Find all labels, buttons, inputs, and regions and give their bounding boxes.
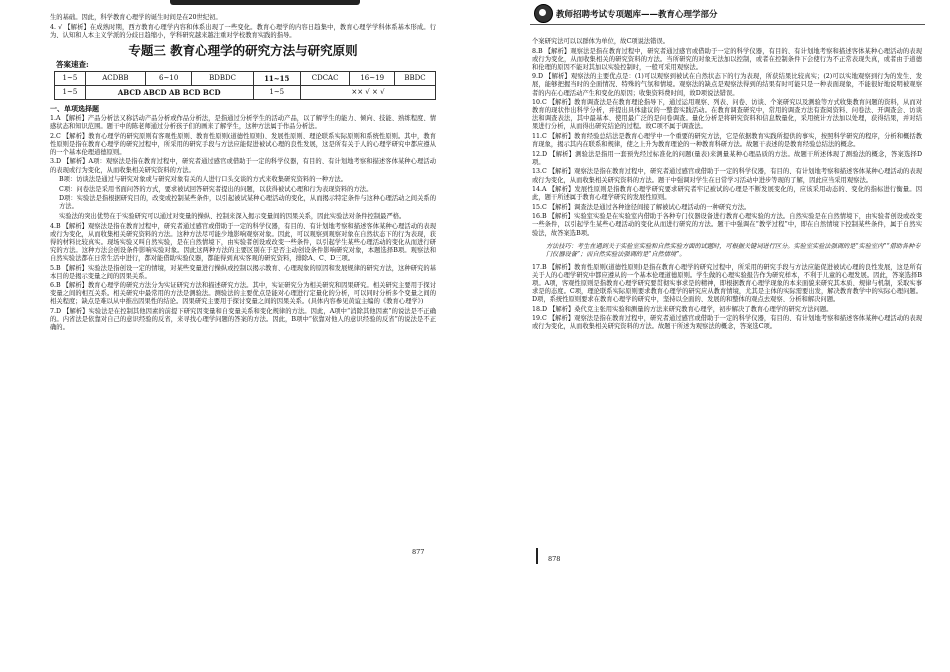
answer-explanation: 4.B 【解析】观察法是指在教育过程中，研究者通过感官或借助于一定的科学仪器，有目的、有计划地考察和描述客体某种心理活动的表现或行为变化，从而收集相关研究资料的方法。这种方法尽可能少地影响观察对象。因此，可以观察到观察对象在自然状态下的行为表现，获得的材料比较真实。现场实验又叫自然实验，是在自然情境下，由实验者创设或改变一些条件，以引起学生某些心理活动的变化从而进行研究的方法。这种方法会创设条件影响实验对象。因此这两种方法的主要区别在于是否主动创设条件影响研究对象，本题选择B项。观察法和自然实验法都在日常生活中进行，都对能借助实验仪器，都能得到真实客观的研究资料，排除A、C、D三项。	[50, 222, 436, 262]
answer-cell: 1~5	[55, 85, 86, 99]
answer-explanation: 7.D 【解析】实验法是在控制其他因素的前提下研究因变量和自变量关系和变化规律的方法。因此，A项中“消除其他因素”的说法是不正确的。内省法是依靠对自己的意识经验的反省，来寻找心理学问题的答案的方法。因此，B项中“依靠对他人的意识经验的反省”的说法是不正确的。	[50, 308, 436, 332]
intro-line-1: 生的基础。因此，科学教育心理学的诞生时间是在20世纪初。	[50, 14, 222, 21]
answer-explanation: 12.D 【解析】测验法是指用一套预先经过标准化的问题(量表)来测量某种心理品质的方法。故题干所述体现了测验法的概念，答案选择D项。	[532, 150, 922, 166]
logo-icon	[534, 4, 553, 23]
answer-cell: CDCAC	[300, 71, 349, 85]
answer-cell: 6~10	[145, 71, 192, 85]
answer-explanation: 16.B 【解析】实验室实验是在实验室内借助于各种专门仪器设备进行教育心理实验的方法。自然实验是在自然情境下，由实验者创设或改变一些条件，以引起学生某些心理活动的变化从而进行研究的方法。题干中强调在“教学过程”中，即在自然情境下控制某些条件，属于自然实验法，故答案选B项。	[532, 213, 922, 237]
answer-explanation: 1.A 【解析】产品分析法又称活动产品分析或作品分析法，是指通过分析学生的活动产品，以了解学生的能力、倾向、技能、熟练程度、情感状态和知识范围。题干中的陈老师通过分析孩子们的画来了解学生，这种方法属于作品分析法。	[50, 114, 436, 131]
page-number: 878	[548, 555, 561, 563]
answer-explanation: 5.B 【解析】实验法是指创设一定的情境，对某些变量进行操纵或控制以揭示教育、心理现象的原因和发展规律的研究方法，这种研究的基本目的是揭示变量之间的因果关系。	[50, 264, 436, 280]
answer-cell: 1~5	[253, 85, 300, 99]
top-banner	[170, 0, 360, 5]
answer-row-2	[55, 85, 436, 99]
answer-cell: BBDC	[395, 71, 436, 85]
answer-explanation: 15.C 【解析】调查法是通过各种途径间接了解被试心理活动的一种研究方法。	[532, 203, 751, 211]
answer-explanation: 实验法的突出优势在于实验研究可以通过对变量的操纵、控制来深入揭示变量间的因果关系，因此实验法对条件控制最严格。	[59, 213, 406, 220]
answer-cell: 11~15	[253, 71, 300, 85]
right-column	[532, 38, 922, 333]
method-tip: 方法技巧：考生在遇到关于实验室实验和自然实验方面的试题时，可根据关键词进行区分。实验室实验法强调的是“实验室内”“借助各种专门仪器设备”；而自然实验法强调的是“自然情境”。	[546, 242, 921, 258]
answer-table	[54, 71, 436, 100]
answer-explanation: 6.B 【解析】教育心理学的研究方法分为实证研究方法和描述研究方法。其中，实证研究分为相关研究和因果研究。相关研究主要用于探讨变量之间的相互关系。相关研究中最常用的方法是测验法。测验法的主要优点是能对心理进行定量化的分析，可以同时分析多个变量之间的相关程度；缺点是难以从中推出因果性的结论。因果研究主要用于探讨变量之间的因果关系。(具体内容参见黄谊主编的《教育心理学》)	[50, 282, 436, 306]
answer-explanation: 14.A 【解析】发展性原则是指教育心理学研究要求研究者牢记被试的心理是不断发展变化的，应该采用动态的、变化的指标进行衡量。因此，题干所述属于教育心理学研究的发展性原则。	[532, 186, 922, 202]
answer-cell: 1~5	[55, 71, 86, 85]
answer-label: 答案速查:	[56, 59, 89, 69]
answer-explanation: 9.D 【解析】观察法的主要优点是：(1)可以观察到被试在自然状态下的行为表现，所获结果比较真实；(2)可以实地观察到行为的发生、发展，能够把握当时的全面情况、特殊的气氛和情境。观察法的缺点是观察法得到的结果有时可能只是一种表面现象，不能很好地说明被观察者的内在心理活动产生和变化的原因；收集资料费时间，故D项说法错误。	[532, 73, 922, 97]
answer-cell: ABCD ABCD AB BCD BCD	[85, 85, 253, 99]
answer-explanation: 18.D 【解析】桑代克主张用实验和测量的方法来研究教育心理学，初步解决了教育心理学的研究方法问题。	[532, 305, 833, 313]
right-page	[480, 0, 950, 672]
page-number: 877	[412, 548, 425, 556]
answer-explanation: D项：实验法是指根据研究目的，改变或控制某些条件，以引起被试某种心理活动的变化，从而揭示特定条件与这种心理活动之间关系的方法。	[59, 195, 436, 211]
section-title: 专题三 教育心理学的研究方法与研究原则	[128, 42, 358, 58]
answer-row-1	[55, 71, 436, 85]
answer-explanation: 10.C 【解析】教育调查法是在教育理论指导下，通过运用观察、列表、问卷、访谈、个案研究以及测验等方式收集教育问题的资料，从而对教育的现状作出科学分析，并提出具体建议的一整套实践活动。在教育调查研究中，常用的调查方法有查阅资料、问卷法、开调查会、访谈法和调查表法，其中最基本、使用最广泛的是问卷调查。量化分析是将研究资料和信息数量化，采用统计方法加以处理，获得结果，并对结果进行分析，从而得出研究结论的过程。故C项不属于调查法。	[532, 99, 922, 131]
answer-explanation: 13.C 【解析】观察法是指在教育过程中，研究者通过感官或借助于一定的科学仪器，有目的、有计划地考察和描述客体某种心理活动的表现或行为变化，从而收集相关研究资料的方法。题干中强调对学生在日常学习活动中进步等现的了解，因此应当采用观察法。	[532, 168, 922, 184]
section-heading: 一、单项选择题	[50, 103, 99, 113]
page-edge-marker	[536, 548, 538, 564]
answer-explanation: 11.C 【解析】教育经验总结法是教育心理学中一个重要的研究方法，它是依据教育实践所提供的事实，按照科学研究的程序，分析和概括教育现象，揭示其内在联系和规律，使之上升为教育理论的一种教育科研方法。故题干表述的是教育经验总结法的概念。	[532, 133, 922, 149]
answer-explanation: 2.C 【解析】教育心理学的研究原则有客观性原则、教育性原则(道德性原则)、发展性原则、理论联系实际原则和系统性原则。其中，教育性原则是指在教育心理学的研究过程中，所采用的研究手段与方法应能促进被试心理的良性发展，这是所有关于人的心理学研究中都应遵从的一个基本伦理道德原则。	[50, 132, 436, 156]
answer-explanation: 8.B 【解析】观察法是指在教育过程中，研究者通过感官或借助于一定的科学仪器，有目的、有计划地考察和描述客体某种心理活动的表现或行为变化，从而收集相关的研究资料的方法。当所研究的对象无法加以控制，或者在控制条件下会使行为不正常表现失真，或者由于道德和伦理的原因不能对其加以实验控制时，一般可采用观察法。	[532, 47, 922, 71]
answer-cell: ACDBB	[85, 71, 145, 85]
left-column	[50, 14, 436, 334]
header-title: 教师招聘考试专项题库——教育心理学部分	[556, 10, 718, 20]
answer-cell: BDBDC	[192, 71, 253, 85]
answer-explanation: C项：问卷法是采用书面问答的方式，要求被试回答研究者提出的问题，以获得被试心理和行为表现资料的方法。	[59, 185, 373, 193]
intro-line-2: 4. √ 【解析】在成熟时期，西方教育心理学内容和体系出现了一些变化。教育心理学的内容日趋集中，教育心理学学科体系基本形成。行为、认知和人本主义学派的分歧日趋缩小，学科研究越来越注重对学校教育实践的指导。	[50, 23, 436, 39]
header-rule	[530, 24, 925, 25]
answer-explanation: 17.B 【解析】教育性原则(道德性原则)是指在教育心理学的研究过程中，所采用的研究手段与方法应能促进被试心理的良性发展，这是所有关于人的心理学研究中都应遵从的一个基本伦理道德原则。学生做的心理实验报告作为研究样本，不利于儿童的心理发展。因此，答案选择B项。A项，客观性原则是指教育心理学研究要贯彻实事求是的精神，即根据教育心理学现象的本来面貌来研究其本质、规律与机制，采取实事求是的态度。C项，理论联系实际原则要求教育心理学的研究应从教育情境，尤其是主体的实际需要出发，解决教育教学中的实际心理问题。D项，系统性原则要求在教育心理学的研究中，坚持以全面的、发展的和整体的观点去观察、分析和解决问题。	[532, 263, 922, 304]
answer-explanation: B项：访谈法是通过与研究对象或与研究对象有关的人进行口头交谈的方式来收集研究资料的一种方法。	[59, 176, 347, 184]
left-page	[0, 0, 470, 672]
answer-explanation: 个案研究法可以以群体为单位，故C项说法错误。	[532, 38, 670, 45]
answer-cell: ×× √ × √	[300, 85, 435, 99]
answer-explanation: 19.C 【解析】观察法是指在教育过程中，研究者通过感官或借助于一定的科学仪器，有目的、有计划地考察和描述客体某种心理活动的表现或行为变化，从而收集相关研究资料的方法。故题干所述为观察法的概念，答案选C项。	[532, 315, 922, 331]
answer-explanation: 3.D 【解析】A项：观察法是指在教育过程中，研究者通过感官或借助于一定的科学仪器，有目的、有计划地考察和描述客体某种心理活动的表现或行为变化，从而收集相关研究资料的方法。	[50, 158, 436, 174]
answer-cell: 16~19	[350, 71, 395, 85]
